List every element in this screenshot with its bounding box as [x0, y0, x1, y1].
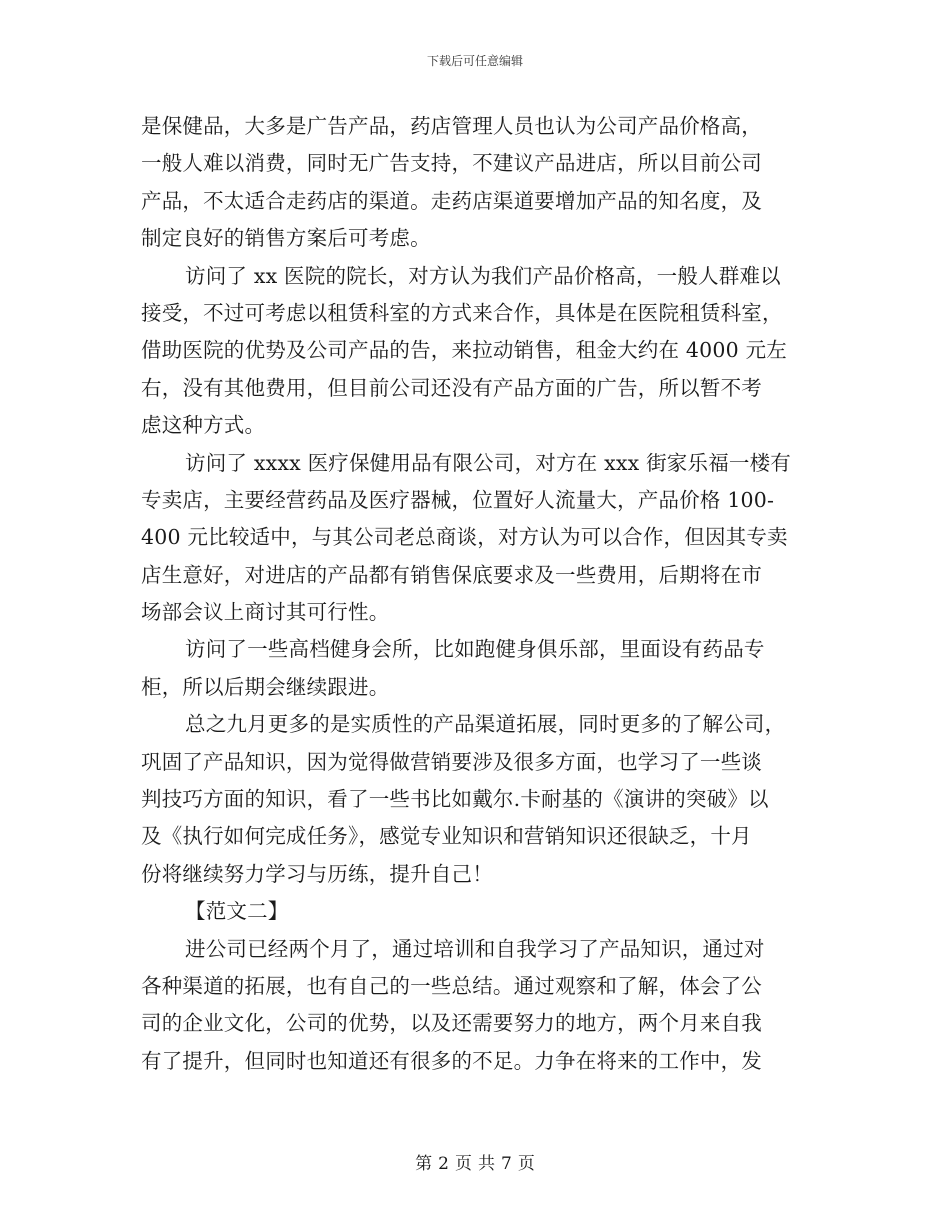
text-line: 专卖店，主要经营药品及医疗器械，位置好人流量大，产品价格 100- [141, 487, 775, 512]
text-line: 份将继续努力学习与历练，提升自己！ [141, 861, 493, 886]
text-line: 访问了 xxxx 医疗保健用品有限公司，对方在 xxx 街家乐福一楼有 [185, 450, 791, 475]
document-body [141, 108, 811, 1080]
text-line: 产品，不太适合走药店的渠道。走药店渠道要增加产品的知名度，及 [141, 188, 762, 213]
text-line: 场部会议上商讨其可行性。 [141, 600, 390, 625]
text-line: 一般人难以消费，同时无广告支持，不建议产品进店，所以目前公司 [141, 151, 762, 176]
text-line: 有了提升，但同时也知道还有很多的不足。力争在将来的工作中，发 [141, 1048, 762, 1073]
section-heading-text: 【范文二】 [185, 899, 289, 924]
text-line: 借助医院的优势及公司产品的告，来拉动销售，租金大约在 4000 元左 [141, 338, 788, 363]
text-line: 接受，不过可考虑以租赁科室的方式来合作，具体是在医院租赁科室， [141, 300, 783, 325]
paragraph [141, 445, 811, 632]
paragraph [141, 931, 811, 1081]
text-line: 访问了一些高档健身会所，比如跑健身俱乐部，里面设有药品专 [185, 637, 765, 662]
footer-total-prefix: 共 [478, 1154, 495, 1174]
current-page-number: 2 [438, 1154, 449, 1174]
text-line: 巩固了产品知识，因为觉得做营销要涉及很多方面，也学习了一些谈 [141, 749, 762, 774]
section-heading [141, 893, 811, 930]
paragraph [141, 108, 811, 258]
text-line: 制定良好的销售方案后可考虑。 [141, 226, 431, 251]
text-line: 各种渠道的拓展，也有自己的一些总结。通过观察和了解，体会了公 [141, 973, 762, 998]
text-line: 虑这种方式。 [141, 413, 266, 438]
text-line: 总之九月更多的是实质性的产品渠道拓展，同时更多的了解公司， [185, 712, 786, 737]
paragraph [141, 631, 811, 706]
text-line: 是保健品，大多是广告产品，药店管理人员也认为公司产品价格高， [141, 114, 762, 138]
text-line: 柜，所以后期会继续跟进。 [141, 674, 390, 699]
paragraph [141, 258, 811, 445]
text-line: 判技巧方面的知识，看了一些书比如戴尔.卡耐基的《演讲的突破》以 [141, 787, 769, 812]
footer-prefix: 第 [415, 1154, 433, 1174]
text-line: 右，没有其他费用，但目前公司还没有产品方面的广告，所以暂不考 [141, 375, 762, 400]
footer-suffix: 页 [517, 1154, 535, 1174]
footer-page-word: 页 [455, 1154, 472, 1174]
text-line: 访问了 xx 医院的院长，对方认为我们产品价格高，一般人群难以 [185, 263, 781, 288]
text-line: 400 元比较适中，与其公司老总商谈，对方认为可以合作，但因其专卖 [141, 525, 788, 550]
page-number-footer [0, 1153, 950, 1175]
total-page-count: 7 [501, 1154, 512, 1174]
paragraph [141, 706, 811, 893]
page-header-note: 下载后可任意编辑 [426, 54, 523, 68]
text-line: 进公司已经两个月了，通过培训和自我学习了产品知识，通过对 [185, 936, 765, 961]
text-line: 店生意好，对进店的产品都有销售保底要求及一些费用，后期将在市 [141, 562, 762, 587]
text-line: 司的企业文化，公司的优势，以及还需要努力的地方，两个月来自我 [141, 1011, 762, 1036]
text-line: 及《执行如何完成任务》，感觉专业知识和营销知识还很缺乏，十月 [141, 824, 752, 849]
